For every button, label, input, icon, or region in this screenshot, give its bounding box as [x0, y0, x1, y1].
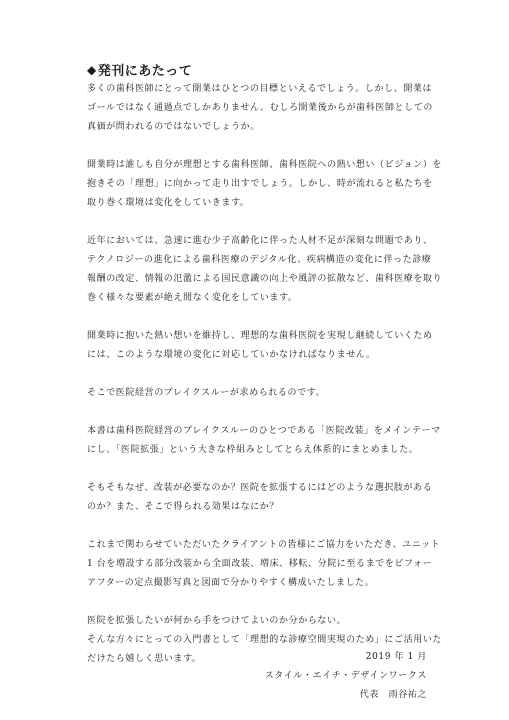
signature-company: スタイル・エイチ・デザインワークス	[264, 671, 427, 681]
text-line: のか？また、そこで得られる効果はなにか？	[87, 502, 280, 512]
text-line: 1 台を増設する部分改装から全面改装、増床、移転、分院に至るまでをビフォー	[87, 559, 433, 569]
signature-date: 2019 年 1 月	[365, 652, 427, 662]
text-line: 抱きその「理想」に向かって走り出すでしょう。しかし、時が流れると私たちを	[87, 179, 433, 189]
section-heading	[87, 60, 192, 79]
text-line: テクノロジーの進化による歯科医療のデジタル化、疾病構造の変化に伴った診療	[87, 255, 432, 265]
text-line: にし、「医院拡張」という大きな枠組みとしてとらえ体系的にまとめました。	[87, 445, 419, 455]
text-line: 医院を拡張したいが何から手をつけてよいのか分からない。	[87, 616, 347, 626]
text-line: ゴールではなく通過点でしかありません。むしろ開業後からが歯科医師としての	[87, 103, 433, 113]
text-line: そもそもなぜ、改装が必要なのか？医院を拡張するにはどのような選択肢がある	[87, 483, 433, 493]
body-text	[87, 80, 443, 688]
text-line: これまで関わらせていただいたクライアントの皆様にご協力をいただき、ユニット	[87, 540, 441, 550]
text-line: 開業時は誰しも自分が理想とする歯科医師、歯科医院への熱い想い（ビジョン）を	[87, 160, 443, 170]
paragraph-4	[87, 327, 433, 365]
signature-representative: 代表 雨谷祐之	[359, 690, 427, 700]
signature-block	[265, 648, 427, 705]
text-line: 取り巻く環境は変化をしていきます。	[87, 198, 250, 208]
text-line: 真価が問われるのではないでしょうか。	[87, 122, 260, 132]
text-line: 本書は歯科医院経営のブレイクスルーのひとつである「医院改装」をメインテーマ	[87, 426, 441, 436]
text-line: アフターの定点撮影写真と図面で分かりやすく構成いたしました。	[87, 578, 375, 588]
paragraph-5	[87, 384, 429, 403]
text-line: そんな方々にとっての入門書として「理想的な診療空間実現のため」にご活用いた	[87, 635, 443, 645]
text-line: 巻く様々な要素が絶え間なく変化をしています。	[87, 293, 298, 303]
diamond-bullet-icon: ◆	[87, 62, 97, 77]
heading-title: 発刊にあたって	[97, 64, 193, 79]
paragraph-2	[87, 156, 443, 213]
paragraph-3	[87, 232, 443, 308]
paragraph-1	[87, 80, 433, 137]
text-line: 多くの歯科医師にとって開業はひとつの目標といえるでしょう。しかし、開業は	[87, 84, 433, 94]
text-line: だけたら嬉しく思います。	[87, 654, 202, 664]
paragraph-7	[87, 479, 433, 517]
text-line: 報酬の改定、情報の氾濫による国民意識の向上や風評の拡散など、歯科医療を取り	[87, 274, 443, 284]
text-line: 近年においては、急速に進む少子高齢化に伴った人材不足が深刻な問題であり、	[87, 236, 433, 246]
paragraph-8	[87, 536, 441, 593]
text-line: には、このような環境の変化に対応していかなければなりません。	[87, 350, 376, 360]
text-line: 開業時に抱いた熱い想いを維持し、理想的な歯科医院を実現し継続していくため	[87, 331, 433, 341]
paragraph-6	[87, 422, 441, 460]
text-line: そこで医院経営のブレイクスルーが求められるのです。	[87, 388, 326, 398]
